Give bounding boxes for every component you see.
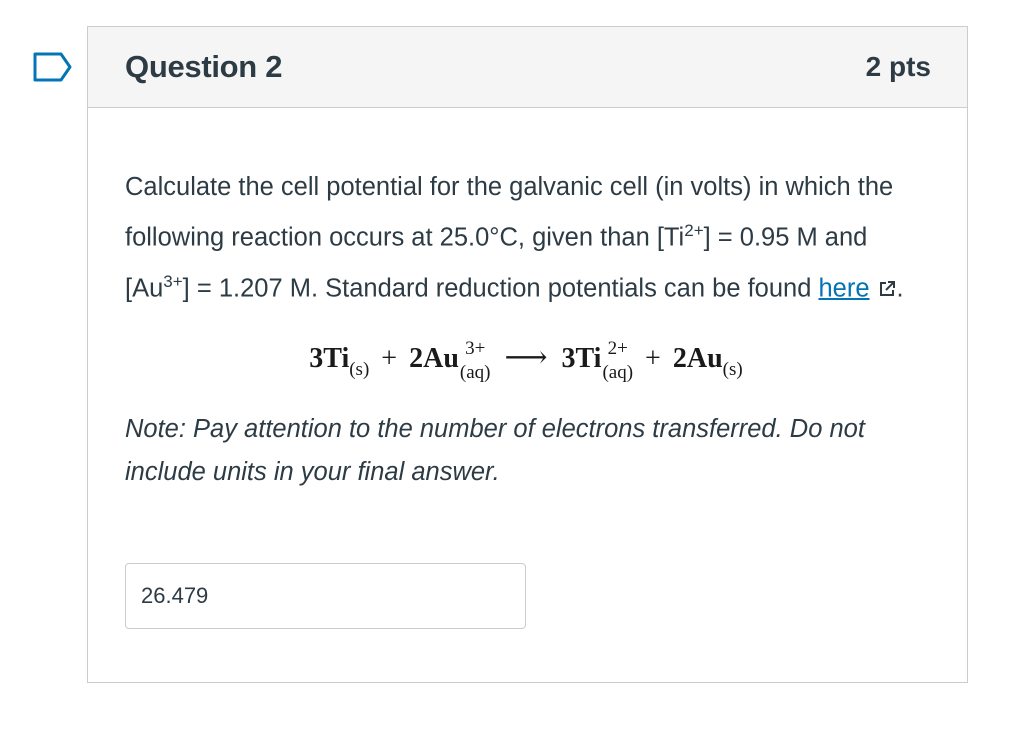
question-note: Note: Pay attention to the number of electrons transferred. Do not include units in your final answer. <box>125 415 865 486</box>
question-points: 2 pts <box>865 51 931 82</box>
bookmark-flag-icon[interactable] <box>33 52 73 82</box>
reaction-equation: $3Ti_{(s)} + 2Au$ 3+ (aq) ⟶ 3Ti 2+ (aq) + $2Au_{(s)}$ <box>309 337 743 383</box>
question-title: Question 2 <box>125 49 283 84</box>
au-charge: 3+ <box>163 271 183 291</box>
answer-input[interactable] <box>125 563 526 629</box>
ti-charge: 2+ <box>684 221 704 240</box>
question-card <box>87 26 968 683</box>
reduction-potentials-link[interactable]: here <box>818 274 870 302</box>
reaction-arrow: ⟶ <box>504 341 548 374</box>
question-header <box>88 27 967 108</box>
external-link-icon[interactable] <box>877 279 897 299</box>
term-ti-solid: 3Ti <box>309 343 350 374</box>
term-ti-ion: 3Ti <box>561 343 602 374</box>
question-text: Calculate the cell potential for the galvanic cell (in volts) in which the following reaction occurs at 25.0°C, given than $[Ti^{2+}] = 0.95$ M and $[Au^{3+}] = 1.207$ M. Standard reduction potentials can be found here . <box>125 173 904 302</box>
question-body <box>88 108 967 494</box>
term-au-ion: 2Au <box>409 343 459 374</box>
term-au-solid: 2Au <box>672 343 723 374</box>
